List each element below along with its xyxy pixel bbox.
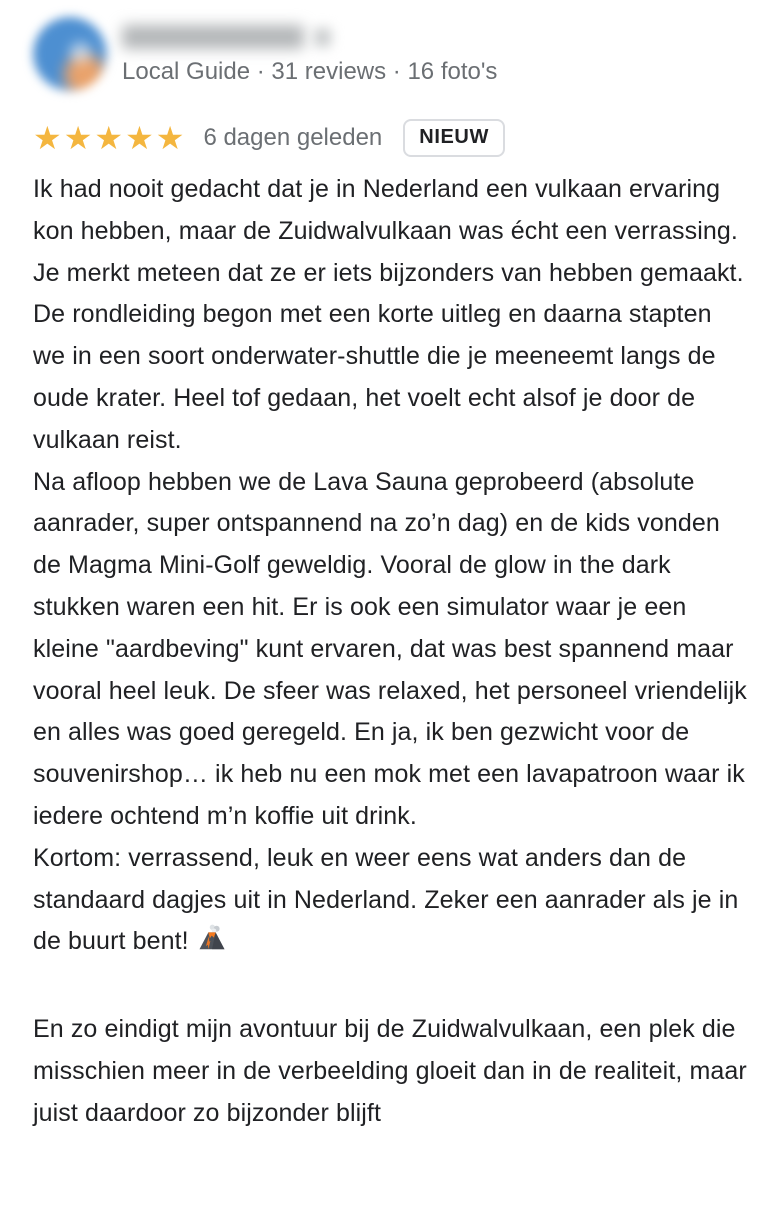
reviewer-name-redacted (122, 23, 497, 51)
name-blur-bar (122, 25, 304, 49)
review-paragraph-text: Kortom: verrassend, leuk en weer eens wat anders dan de standaard dagjes uit in Nederland. Zeker een aanrader als je in de buurt bent! (33, 843, 739, 956)
review-paragraph (33, 838, 750, 967)
new-badge: NIEUW (403, 119, 505, 157)
star-rating-icons: ★★★★★ (33, 120, 187, 156)
reviewer-meta: Local Guide · 31 reviews · 16 foto's (122, 58, 498, 85)
rating-row (0, 117, 780, 159)
reviewer-info[interactable] (122, 17, 497, 87)
reviewer-header (0, 0, 780, 91)
avatar-image-blurred (33, 17, 107, 91)
volcano-emoji-icon (197, 923, 227, 967)
review-paragraph: Ik had nooit gedacht dat je in Nederland een vulkaan ervaring kon hebben, maar de Zuidwalvulkaan was écht een verrassing. Je merkt meteen dat ze er iets bijzonders van hebben gemaakt. De rondleiding begon met een korte uitleg en daarna stapten we in een soort onderwater-shuttle die je meeneemt langs de oude krater. Heel tof gedaan, het voelt echt alsof je door de vulkaan reist. (33, 175, 744, 454)
avatar[interactable] (33, 17, 107, 91)
review-text (0, 169, 780, 1134)
review-paragraph: En zo eindigt mijn avontuur bij de Zuidwalvulkaan, een plek die misschien meer in de verbeelding gloeit dan in de realiteit, maar juist daardoor zo bijzonder blijft (33, 1014, 747, 1127)
review-paragraph: Na afloop hebben we de Lava Sauna geprobeerd (absolute aanrader, super ontspannend na zo’n dag) en de kids vonden de Magma Mini-Golf geweldig. Vooral de glow in the dark stukken waren een hit. Er is ook een simulator waar je een kleine "aardbeving" kunt ervaren, dat was best spannend maar vooral heel leuk. De sfeer was relaxed, het personeel vriendelijk en alles was goed geregeld. En ja, ik ben gezwicht voor de souvenirshop… ik heb nu een mok met een lavapatroon waar ik iedere ochtend m’n koffie uit drink. (33, 467, 747, 830)
name-blur-tail (314, 28, 331, 47)
review-date: 6 dagen geleden (203, 124, 383, 151)
